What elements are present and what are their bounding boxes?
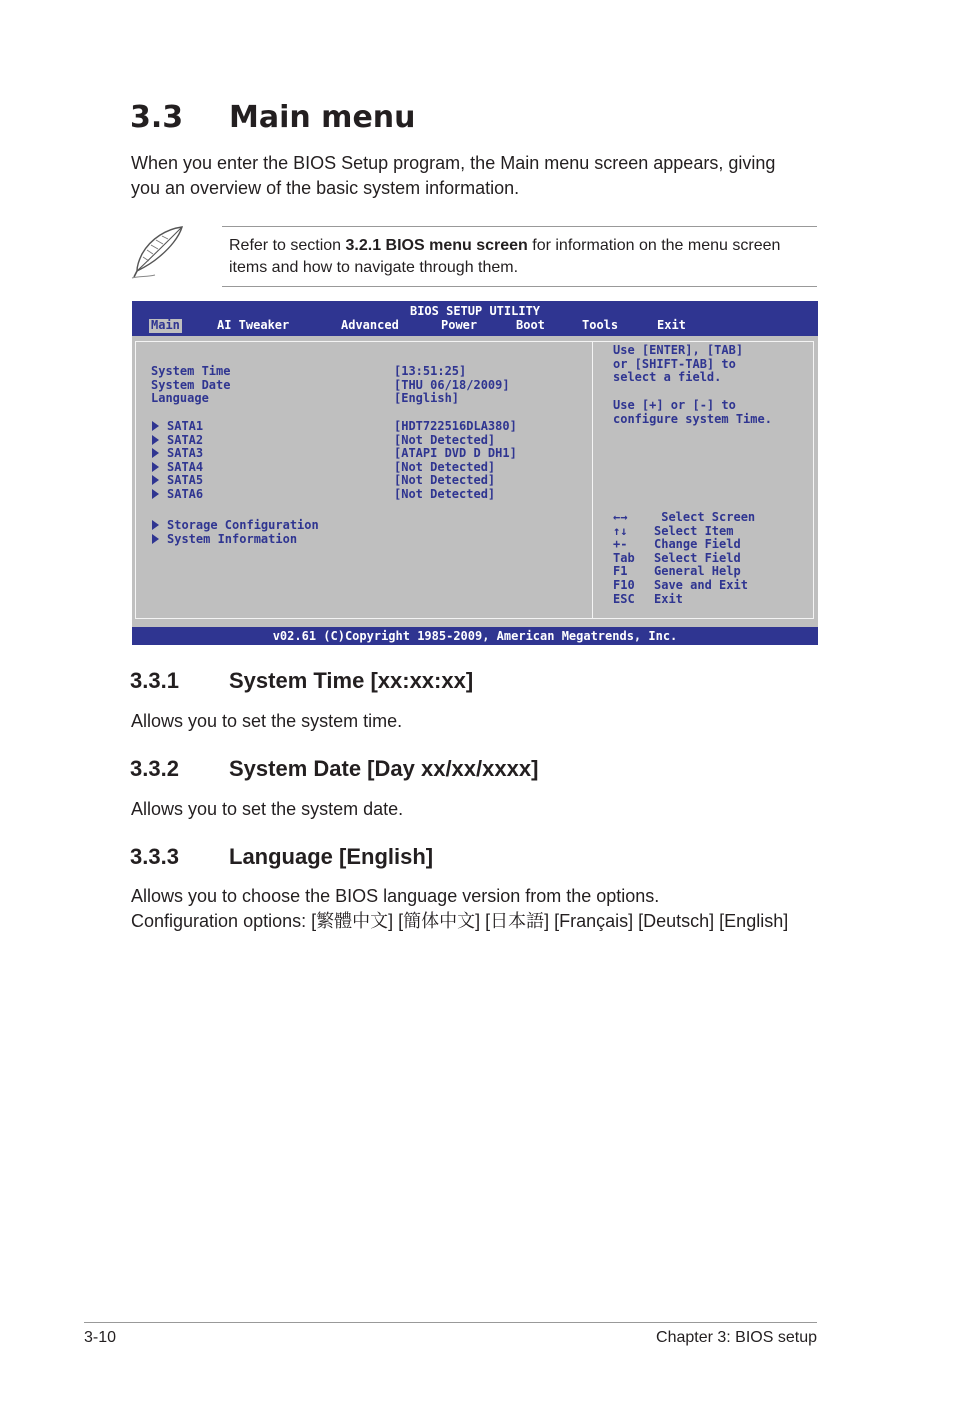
menu-exit[interactable]: Exit bbox=[657, 318, 686, 332]
submenu-arrow-icon bbox=[152, 489, 159, 499]
sata6-item[interactable] bbox=[152, 488, 203, 502]
field-label-system-time[interactable]: System Time bbox=[151, 364, 231, 378]
page-title bbox=[130, 100, 416, 135]
subsection-title-system-time bbox=[130, 668, 473, 694]
submenu-arrow-icon bbox=[152, 421, 159, 431]
subsection-body-system-date: Allows you to set the system date. bbox=[131, 799, 404, 819]
sata5-value: [Not Detected] bbox=[394, 473, 496, 488]
field-label-system-date[interactable]: System Date bbox=[151, 377, 231, 392]
sata4-item[interactable] bbox=[152, 461, 203, 475]
note-text bbox=[229, 235, 819, 279]
key-select-field bbox=[613, 552, 741, 566]
submenu-arrow-icon bbox=[152, 448, 159, 458]
sata3-item[interactable] bbox=[152, 447, 203, 461]
sata6-label: SATA6 bbox=[167, 487, 204, 501]
sata4-label: SATA4 bbox=[167, 459, 204, 474]
bios-screen bbox=[132, 301, 818, 645]
feather-pen-icon bbox=[129, 224, 187, 280]
key-select-field-desc: Select Field bbox=[654, 550, 741, 565]
menu-main[interactable]: Main bbox=[151, 318, 180, 332]
key-f10: F10 bbox=[613, 578, 635, 592]
key-change-field bbox=[613, 538, 741, 552]
bios-title: BIOS SETUP UTILITY bbox=[409, 304, 541, 318]
submenu-arrow-icon bbox=[152, 462, 159, 472]
key-f1: F1 bbox=[613, 564, 628, 579]
note-suffix: for information on the menu screen bbox=[527, 237, 781, 254]
key-change-field-desc: Change Field bbox=[654, 537, 741, 552]
section-title: Main menu bbox=[229, 100, 416, 135]
menu-advanced[interactable]: Advanced bbox=[341, 318, 399, 332]
subsection-title-text: System Date [Day xx/xx/xxxx] bbox=[229, 756, 539, 781]
sata5-item[interactable] bbox=[152, 474, 203, 488]
sata2-item[interactable] bbox=[152, 434, 203, 448]
key-save-exit bbox=[613, 579, 748, 593]
key-select-item-desc: Select Item bbox=[654, 523, 734, 538]
note-prefix: Refer to section bbox=[229, 237, 346, 254]
footer-rule bbox=[84, 1322, 817, 1323]
note-top-rule bbox=[222, 226, 817, 227]
subsection-title-text: Language [English] bbox=[229, 844, 434, 869]
intro-line-2: you an overview of the basic system information. bbox=[131, 178, 520, 198]
sata1-item[interactable] bbox=[152, 420, 203, 434]
sata3-label: SATA3 bbox=[167, 446, 204, 461]
submenu-system-information[interactable] bbox=[152, 533, 297, 547]
field-label-language[interactable]: Language bbox=[151, 391, 209, 406]
key-select-screen bbox=[613, 511, 755, 525]
menu-ai-tweaker[interactable]: AI Tweaker bbox=[217, 318, 290, 332]
submenu-storage-label: Storage Configuration bbox=[167, 518, 319, 532]
sata6-value: [Not Detected] bbox=[394, 487, 496, 501]
key-general-help-desc: General Help bbox=[654, 564, 741, 579]
note-reference: 3.2.1 BIOS menu screen bbox=[345, 237, 528, 254]
subsection-number: 3.3.3 bbox=[130, 844, 179, 869]
field-value-system-date[interactable]: [THU 06/18/2009] bbox=[394, 377, 510, 392]
bios-copyright: v02.61 (C)Copyright 1985-2009, American Megatrends, Inc. bbox=[272, 629, 678, 643]
sata2-label: SATA2 bbox=[167, 432, 204, 447]
submenu-arrow-icon bbox=[152, 534, 159, 544]
key-exit-desc: Exit bbox=[654, 591, 683, 606]
sata4-value: [Not Detected] bbox=[394, 459, 496, 474]
section-number: 3.3 bbox=[130, 100, 184, 135]
key-left-right-arrows: ←→ bbox=[613, 510, 628, 524]
subsection-title-language bbox=[130, 844, 433, 870]
intro-line-1: When you enter the BIOS Setup program, the Main menu screen appears, giving bbox=[131, 153, 776, 173]
sata2-value: [Not Detected] bbox=[394, 432, 496, 447]
note-bottom-rule bbox=[222, 286, 817, 287]
sata1-value: [HDT722516DLA380] bbox=[394, 419, 517, 433]
subsection-body-language: Allows you to choose the BIOS language version from the options. bbox=[131, 886, 660, 906]
subsection-number: 3.3.1 bbox=[130, 668, 179, 693]
help-line-2: or [SHIFT-TAB] to bbox=[613, 356, 736, 371]
menu-tools[interactable]: Tools bbox=[582, 318, 619, 332]
subsection-title-text: System Time [xx:xx:xx] bbox=[229, 668, 474, 693]
bios-panel-divider bbox=[592, 341, 593, 619]
submenu-sysinfo-label: System Information bbox=[167, 531, 298, 546]
note-line-2: items and how to navigate through them. bbox=[229, 259, 519, 276]
help-line-1: Use [ENTER], [TAB] bbox=[613, 343, 744, 357]
chapter-label: Chapter 3: BIOS setup bbox=[656, 1329, 817, 1346]
subsection-body-system-time: Allows you to set the system time. bbox=[131, 711, 403, 731]
submenu-storage-configuration[interactable] bbox=[152, 519, 319, 533]
key-exit bbox=[613, 593, 683, 607]
field-value-language[interactable]: [English] bbox=[394, 391, 460, 406]
submenu-arrow-icon bbox=[152, 520, 159, 530]
help-line-5: Use [+] or [-] to bbox=[613, 398, 736, 413]
sata3-value: [ATAPI DVD D DH1] bbox=[394, 446, 517, 461]
key-select-item bbox=[613, 525, 733, 539]
menu-boot[interactable]: Boot bbox=[516, 318, 545, 332]
language-options: Configuration options: [繁體中文] [簡体中文] [日本語] [Français] [Deutsch] [English] bbox=[131, 911, 789, 931]
key-up-down-arrows: ↑↓ bbox=[613, 523, 628, 538]
subsection-number: 3.3.2 bbox=[130, 756, 179, 781]
sata1-label: SATA1 bbox=[167, 419, 204, 433]
help-line-6: configure system Time. bbox=[613, 412, 772, 426]
key-esc: ESC bbox=[613, 591, 635, 606]
key-general-help bbox=[613, 565, 741, 579]
field-value-system-time[interactable]: [13:51:25] bbox=[394, 364, 467, 378]
submenu-arrow-icon bbox=[152, 475, 159, 485]
sata5-label: SATA5 bbox=[167, 473, 204, 488]
help-line-3: select a field. bbox=[613, 370, 722, 385]
key-plus-minus: +- bbox=[613, 537, 628, 552]
page-number: 3-10 bbox=[84, 1329, 117, 1346]
subsection-title-system-date bbox=[130, 756, 538, 782]
key-select-screen-desc: Select Screen bbox=[654, 510, 756, 524]
key-tab: Tab bbox=[613, 550, 635, 565]
submenu-arrow-icon bbox=[152, 435, 159, 445]
menu-power[interactable]: Power bbox=[441, 318, 478, 332]
key-save-exit-desc: Save and Exit bbox=[654, 578, 748, 592]
